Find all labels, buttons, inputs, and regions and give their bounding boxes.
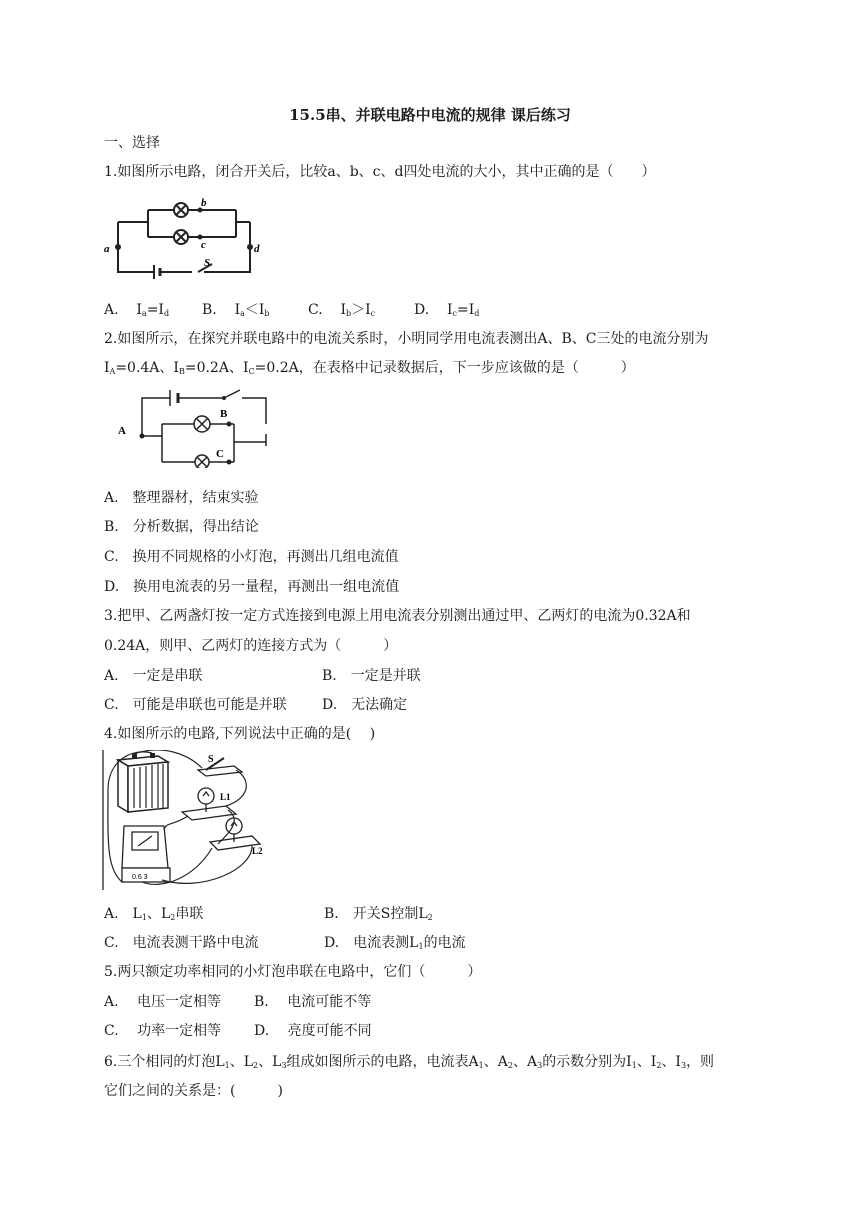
q2-stem: 2.如图所示，在探究并联电路中的电流关系时，小明同学用电流表测出A、B、C三处的电流分别为 [104,331,709,347]
q5-option-c[interactable]: C. 功率一定相等 [104,1023,222,1039]
q1-option-d[interactable]: D. $I_c=I_d$ [414,302,480,318]
q5-stem: 5.两只额定功率相同的小灯泡串联在电路中，它们（ ） [104,964,482,980]
q4-option-d[interactable]: D. 电流表测$L_1$的电流 [324,935,466,951]
q1-option-c[interactable]: C. $I_b>I_c$ [308,302,376,318]
q1-circuit-diagram [104,192,264,282]
q2-label-a: A [118,425,126,437]
q2-circuit-diagram [114,386,274,468]
q4-label-l1: L1 [220,792,231,802]
q6-stem-line2: 它们之间的关系是：( ) [104,1083,283,1099]
q4-circuit-photo [102,750,266,892]
section-heading: 一、选择 [104,135,160,151]
q2-option-a[interactable]: A. 整理器材，结束实验 [104,490,259,506]
page-title: 15.5串、并联电路中电流的规律 课后练习 [289,106,571,124]
q1-label-c: c [201,239,206,251]
q2-label-c: C [216,448,224,460]
q2-option-b[interactable]: B. 分析数据，得出结论 [104,519,259,535]
q1-label-d: d [254,243,260,255]
q2-option-d[interactable]: D. 换用电流表的另一量程，再测出一组电流值 [104,579,400,595]
q1-option-b[interactable]: B. $I_a<I_b$ [202,302,270,318]
q4-label-ammeter: 0.6 3 [132,874,148,881]
q1-option-a[interactable]: A. $I_a=I_d$ [104,302,170,318]
q3-stem-line2: 0.24A，则甲、乙两灯的连接方式为（ ） [104,638,398,654]
q4-option-a[interactable]: A. $L_1$、$L_2$串联 [104,906,204,922]
q3-option-d[interactable]: D. 无法确定 [322,697,408,713]
q3-option-c[interactable]: C. 可能是串联也可能是并联 [104,697,287,713]
q4-stem: 4.如图所示的电路,下列说法中正确的是( ) [104,726,376,742]
q6-stem: 6.三个相同的灯泡$L_1$、$L_2$、$L_3$组成如图所示的电路，电流表$A_1$、$A_2$、$A_3$的示数分别为$I_1$、$I_2$、$I_3$，则 [104,1054,715,1070]
q4-label-s: S [208,754,214,765]
q5-option-d[interactable]: D. 亮度可能不同 [254,1023,372,1039]
q4-option-c[interactable]: C. 电流表测干路中电流 [104,935,259,951]
q5-option-a[interactable]: A. 电压一定相等 [104,994,222,1010]
q5-option-b[interactable]: B. 电流可能不等 [254,994,372,1010]
q3-option-b[interactable]: B. 一定是并联 [322,668,421,684]
q3-stem: 3.把甲、乙两盏灯按一定方式连接到电源上用电流表分别测出通过甲、乙两灯的电流为0.32A和 [104,608,691,624]
q1-label-a: a [104,243,110,255]
q1-label-s: S [204,257,211,269]
q4-label-l2: L2 [252,846,263,856]
q4-option-b[interactable]: B. 开关S控制$L_2$ [324,906,433,922]
q2-option-c[interactable]: C. 换用不同规格的小灯泡，再测出几组电流值 [104,549,399,565]
q1-stem: 1.如图所示电路，闭合开关后，比较a、b、c、d四处电流的大小，其中正确的是（ ） [104,164,656,180]
q2-label-b: B [220,408,228,420]
q2-stem-line2: $I_A=0.4A$、$I_B=0.2A$、$I_C=0.2A$，在表格中记录数据后，下一步应该做的是（ ） [104,360,635,376]
q3-option-a[interactable]: A. 一定是串联 [104,668,203,684]
q1-label-b: b [201,197,207,209]
